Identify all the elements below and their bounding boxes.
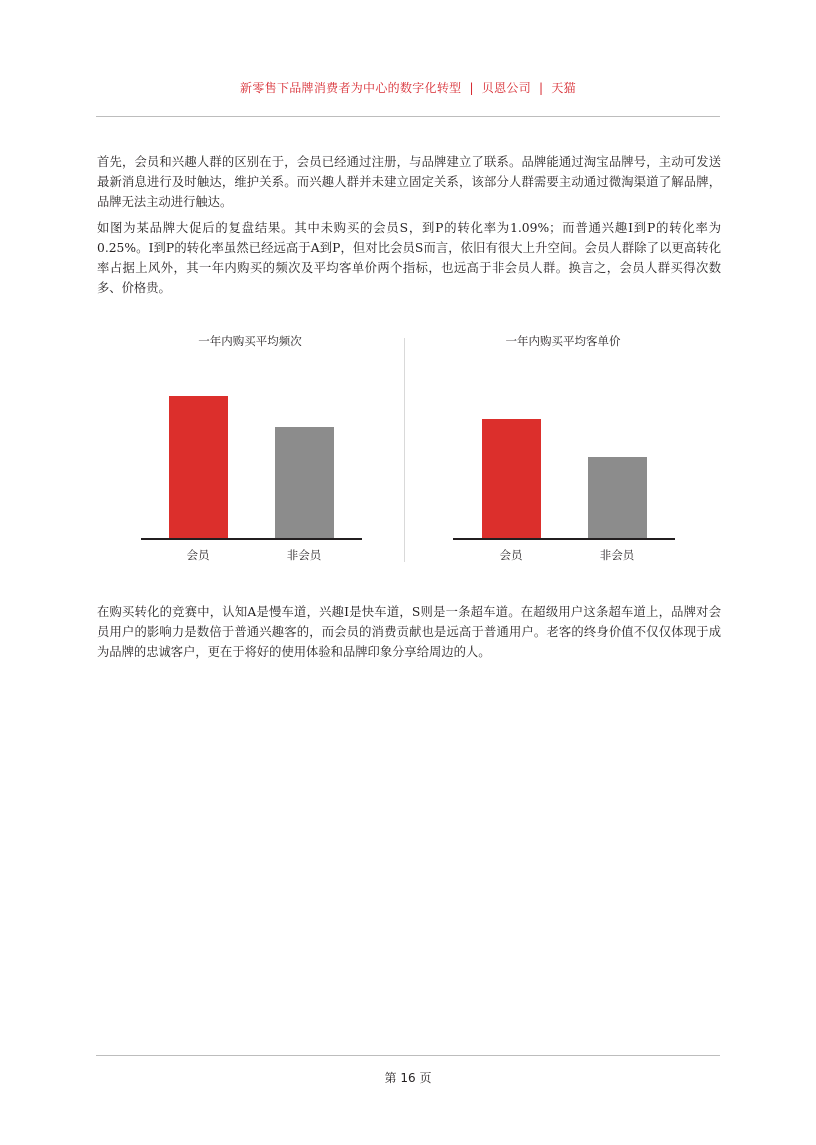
paragraph-2: 如图为某品牌大促后的复盘结果。其中未购买的会员S，到P的转化率为1.09%；而普通兴趣I到P的转化率为0.25%。I到P的转化率虽然已经远高于A到P，但对比会员S而言，依旧有很大上升空间。会员人群除了以更高转化率占据上风外，其一年内购买的频次及平均客单价两个指标，也远高于非会员人群。换言之，会员人群买得次数多、价格贵。 — [97, 221, 721, 295]
tick-label-non-member: 非会员 — [599, 548, 635, 562]
page-number: 第 16 页 — [384, 1071, 432, 1085]
header-company: 贝恩公司 — [481, 81, 531, 95]
paragraph-1: 首先，会员和兴趣人群的区别在于，会员已经通过注册，与品牌建立了联系。品牌能通过淘宝品牌号，主动可发送最新消息进行及时触达，维护关系。而兴趣人群并未建立固定关系，该部分人群需要主动通过微淘渠道了解品牌，品牌无法主动进行触达。 — [97, 155, 721, 209]
x-axis — [141, 538, 362, 540]
chart-title: 一年内购买平均客单价 — [505, 334, 621, 348]
tick-label-member: 会员 — [186, 548, 210, 562]
bar-member — [482, 419, 541, 538]
x-axis — [453, 538, 675, 540]
tick-label-member: 会员 — [499, 548, 523, 562]
header-rule — [96, 116, 720, 117]
header-separator: | — [539, 81, 544, 95]
bar-non-member — [275, 427, 334, 538]
header-partner: 天猫 — [551, 81, 576, 95]
chart-divider — [404, 338, 405, 562]
chart-title: 一年内购买平均频次 — [198, 334, 302, 348]
footer-rule — [96, 1055, 720, 1056]
running-header — [96, 79, 720, 96]
tick-label-non-member: 非会员 — [286, 548, 322, 562]
header-title: 新零售下品牌消费者为中心的数字化转型 — [240, 81, 462, 95]
header-separator: | — [469, 81, 474, 95]
bar-non-member — [588, 457, 647, 538]
paragraph-3: 在购买转化的竞赛中，认知A是慢车道，兴趣I是快车道，S则是一条超车道。在超级用户这条超车道上，品牌对会员用户的影响力是数倍于普通兴趣客的，而会员的消费贡献也是远高于普通用户。老客的终身价值不仅仅体现于成为品牌的忠诚客户，更在于将好的使用体验和品牌印象分享给周边的人。 — [97, 605, 721, 659]
bar-member — [169, 396, 228, 538]
